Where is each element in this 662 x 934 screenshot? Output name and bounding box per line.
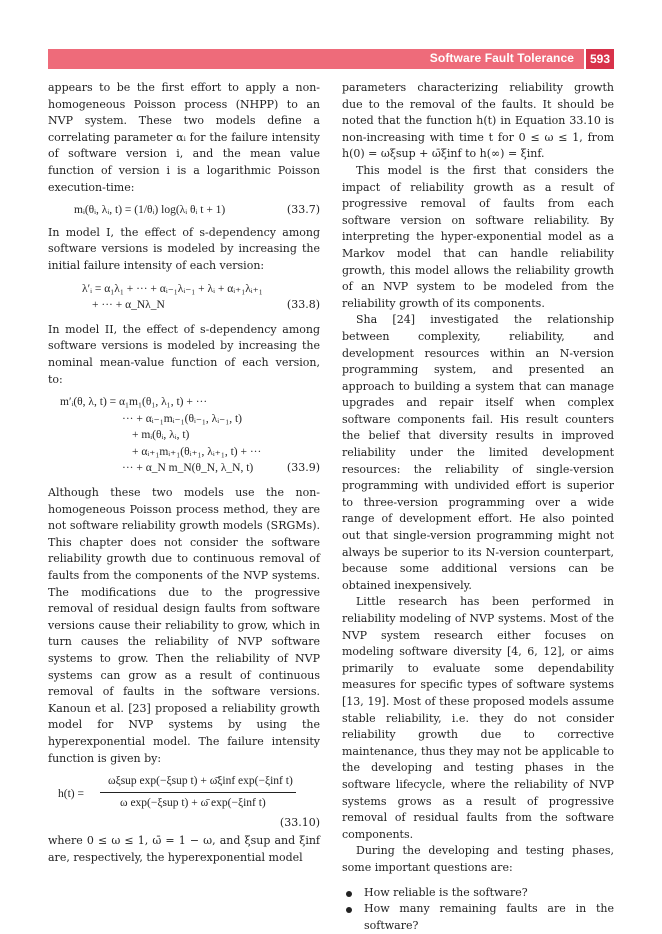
list-item: How many remaining faults are in the software? [342,901,614,934]
paragraph: In model I, the effect of s-dependency among software versions is modeled by increasing the initial failure intensity of each version: [48,225,320,275]
paragraph: Little research has been performed in reliability modeling of NVP systems. Most of the NVP system research either focuses on modeling software diversity [4, 6, 12], or aims primarily to evaluate some dependability measures for specific types of software systems [13, 19]. Most of these proposed models assume stable reliability, i.e. they do not consider reliability growth due to corrective maintenance, thus they may not be applicable to the developing and testing phases in the software lifecycle, where the reliability of NVP systems grows as a result of progressive removal of residual faults from the software components. [342,594,614,843]
paragraph: In model II, the effect of s-dependency among software versions is modeled by increasing the nominal mean-value function of each version, to: [48,322,320,388]
equation-33-8-line2 [48,297,320,314]
equation-number: (33.8) [287,297,320,314]
question-list [342,885,614,934]
equation-body: ··· + αᵢ₋₁mᵢ₋₁(θᵢ₋₁, λᵢ₋₁, t) [122,411,242,428]
paragraph: appears to be the first effort to apply a non-homogeneous Poisson process (NHPP) to an NVP system. These two models define a correlating parameter αᵢ for the failure intensity of software version i, and the mean value function of version i is a logarithmic Poisson execution-time: [48,80,320,196]
equation-33-9-line2 [48,411,320,428]
equation-number: (33.10) [280,815,320,832]
equation-body: ··· + α_N m_N(θ_N, λ_N, t) [122,460,253,477]
equation-33-9-line3 [48,427,320,444]
left-column [48,80,320,866]
paragraph: Although these two models use the non-homogeneous Poisson process method, they are not software reliability growth models (SRGMs). This chapter does not consider the software reliability growth due to continuous removal of faults from the components of the NVP systems. The modifications due to the progressive removal of residual design faults from software versions cause their reliability to grow, which in turn causes the reliability of NVP software systems to grow. Then the reliability of NVP systems can grow as a result of continuous removal of faults in the software versions. Kanoun et al. [23] proposed a reliability growth model for NVP systems by using the hyperexponential model. The failure intensity function is given by: [48,485,320,767]
paragraph: During the developing and testing phases, some important questions are: [342,843,614,876]
paragraph: parameters characterizing reliability growth due to the removal of the faults. It should be noted that the function h(t) in Equation 33.10 is non-increasing with time t for 0 ≤ ω ≤ 1, from h(0) = ωξsup + ω̄ξinf to h(∞) = ξinf. [342,80,614,163]
equation-body: + mᵢ(θᵢ, λᵢ, t) [132,427,189,444]
equation-body: m′ᵢ(θ, λ, t) = α₁m₁(θ₁, λ₁, t) + ··· [60,394,207,411]
equation-33-9-line4 [48,444,320,461]
list-item: How reliable is the software? [342,885,614,902]
equation-number: (33.9) [287,460,320,477]
equation-body: mᵢ(θᵢ, λᵢ, t) = (1/θᵢ) log(λᵢ θᵢ t + 1) [74,202,225,219]
equation-33-7 [48,202,320,219]
equation-numerator: ωξsup exp(−ξsup t) + ω̄ξinf exp(−ξinf t) [108,773,293,790]
fraction-bar [100,792,296,793]
equation-33-10 [48,773,320,833]
paragraph: This model is the first that considers the impact of reliability growth as a result of progressive removal of faults from each software version on software reliability. By interpreting the hyper-exponential model as a Markov model that can handle reliability growth, this model allows the reliability growth of an NVP system to be modeled from the reliability growth of its components. [342,163,614,312]
equation-33-8-line1 [48,281,320,298]
page-number: 593 [584,49,614,69]
right-column [342,80,614,934]
paragraph: where 0 ≤ ω ≤ 1, ω̄ = 1 − ω, and ξsup and ξinf are, respectively, the hyperexponential model [48,833,320,866]
equation-33-9-line5 [48,460,320,477]
equation-body: + αᵢ₊₁mᵢ₊₁(θᵢ₊₁, λᵢ₊₁, t) + ··· [132,444,261,461]
equation-lhs: h(t) = [58,786,84,803]
equation-body: λ′ᵢ = α₁λ₁ + ··· + αᵢ₋₁λᵢ₋₁ + λᵢ + αᵢ₊₁λᵢ₊₁ [82,281,263,298]
equation-33-9-line1 [48,394,320,411]
equation-number: (33.7) [287,202,320,219]
equation-denominator: ω exp(−ξsup t) + ω̄ exp(−ξinf t) [120,795,266,812]
running-header-title: Software Fault Tolerance [430,51,574,65]
running-header [48,49,614,69]
equation-body: + ··· + α_Nλ_N [92,297,165,314]
paragraph: Sha [24] investigated the relationship between complexity, reliability, and development resources within an N-version programming system, and presented an approach to building a system that can manage upgrades and repair itself when complex software components fail. His result counters the belief that diversity results in improved reliability under the limited development resources: the reliability of single-version programming with undivided effort is superior to three-version programming over a wide range of development effort. He also pointed out that single-version programming might not always be superior to its N-version counterpart, because some additional versions can be obtained inexpensively. [342,312,614,594]
